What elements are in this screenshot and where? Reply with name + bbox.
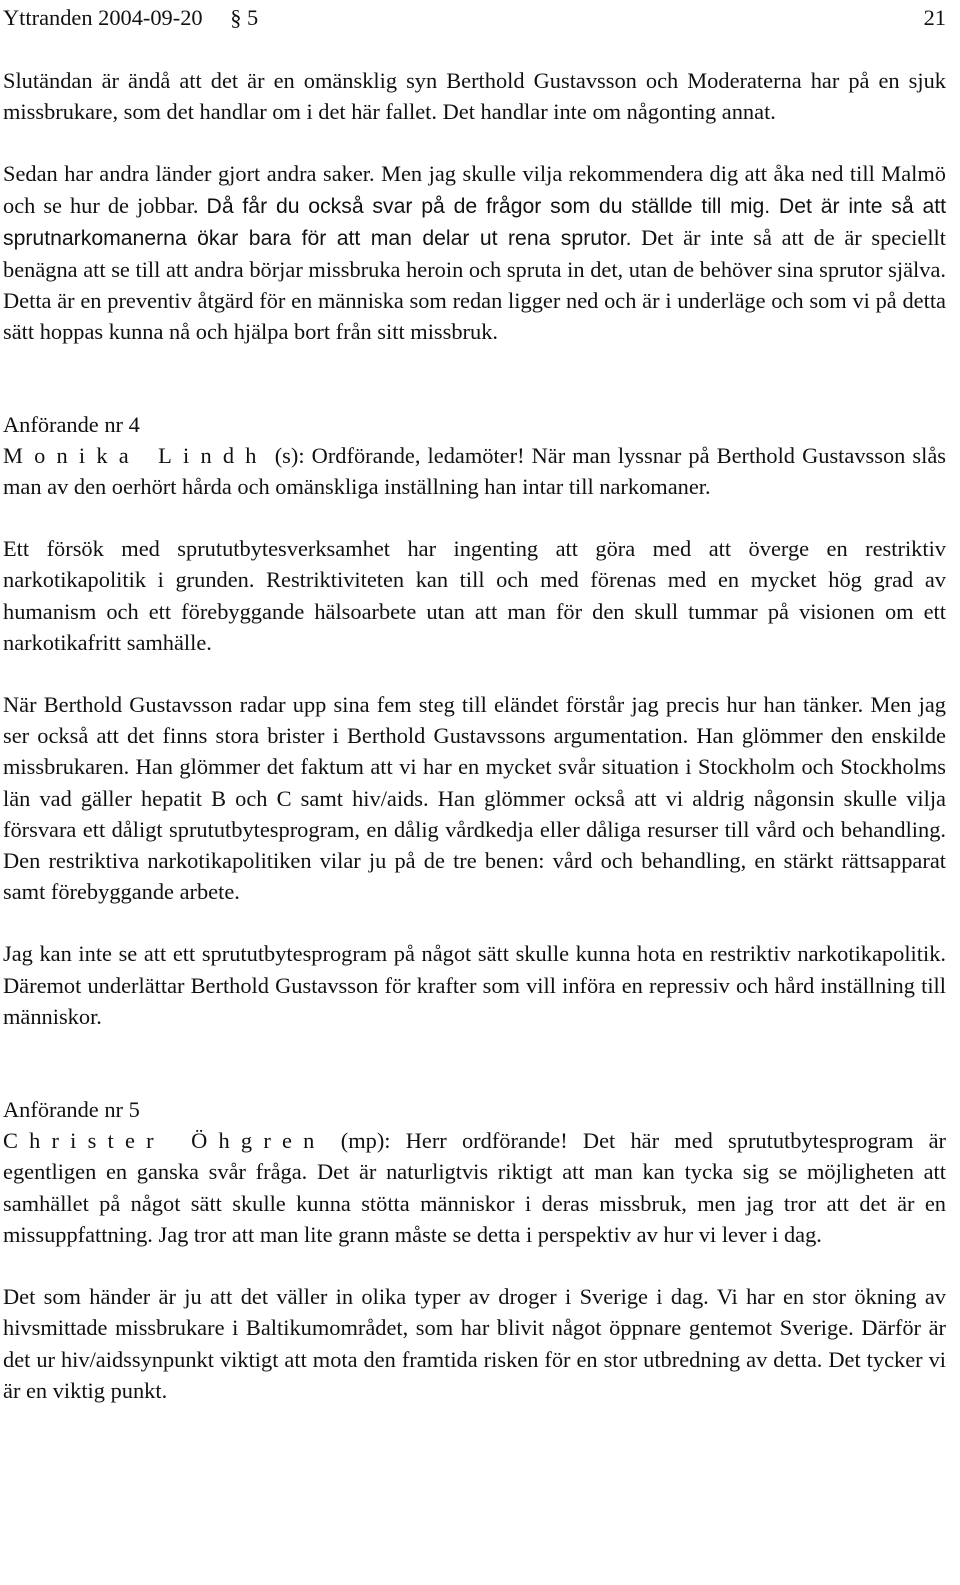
paragraph-text: Då får du också svar på de frågor som du ställde till mig. Det är inte så att sprutnarkomanerna ökar bara för att man delar ut rena sprutor.	[3, 194, 947, 250]
body-paragraph	[3, 533, 946, 658]
header-left	[3, 2, 280, 33]
section-number: § 5	[230, 5, 259, 30]
document-body	[3, 65, 946, 1406]
body-paragraph	[3, 158, 946, 347]
body-paragraph	[3, 938, 946, 1032]
paragraph-text: Det är inte så att de är speciellt benägna att se till att andra börjar missbruka heroin och spruta in det, utan de behöver sina sprutor själva. Detta är en preventiv åtgärd för en människa som redan ligger ned och är i underläge och som vi på detta sätt hoppas kunna nå och hjälpa bort från sitt missbruk.	[3, 224, 946, 345]
paragraph-text: Slutändan är ändå att det är en omänsklig syn Berthold Gustavsson och Moderaterna har på en sjuk missbrukare, som det handlar om i det här fallet. Det handlar inte om någonting annat.	[3, 68, 946, 125]
paragraph-text: (mp): Herr ordförande! Det här med sprututbytesprogram är egentligen en ganska svår fråga. Det är naturligtvis riktigt att man kan tycka sig se möjligheten att samhället på något sätt skulle kunna stötta människor i deras missbruk, men jag tror att det är en missuppfattning. Jag tror att man lite grann måste se detta i perspektiv av hur vi lever i dag.	[3, 1128, 946, 1247]
body-paragraph	[3, 440, 946, 502]
body-paragraph	[3, 1281, 946, 1406]
speaker-name: Monika Lindh	[3, 442, 268, 468]
body-paragraph	[3, 65, 946, 127]
speech-heading: Anförande nr 4	[3, 411, 140, 437]
page-number: 21	[923, 5, 946, 30]
paragraph-text: (s): Ordförande, ledamöter! När man lyssnar på Berthold Gustavsson slås man av den oerhört hårda och omänskliga inställning han intar till narkomaner.	[3, 442, 947, 500]
paragraph-text: Det som händer är ju att det väller in olika typer av droger i Sverige i dag. Vi har en stor ökning av hivsmittade missbrukare i Baltikumområdet, som har blivit något öppnare gentemot Sverige. Därför är det ur hiv/aidssynpunkt viktigt att mota den framtida risken för en stor utbredning av detta. Det tycker vi är en viktig punkt.	[3, 1284, 946, 1403]
paragraph-text: När Berthold Gustavsson radar upp sina fem steg till eländet förstår jag precis hur han tänker. Men jag ser också att det finns stora brister i Berthold Gustavssons argumentation. Han glömmer den enskilde missbrukaren. Han glömmer det faktum att vi har en mycket svår situation i Stockholm och Stockholms län vad gäller hepatit B och C samt hiv/aids. Han glömmer också att vi aldrig någonsin skulle vilja försvara ett dåligt sprututbytesprogram, en dålig vårdkedja eller dåliga resurser till vård och behandling. Den restriktiva narkotikapolitiken vilar ju på de tre benen: vård och behandling, en stärkt rättsapparat samt förebyggande arbete.	[3, 692, 946, 905]
publication-title: Yttranden 2004-09-20	[3, 5, 203, 30]
speech-heading: Anförande nr 5	[3, 1097, 140, 1123]
paragraph-text: Sedan har andra länder gjort andra saker. Men jag skulle vilja rekommendera dig att åka ned till Malmö och se hur de jobbar.	[3, 161, 946, 218]
page-header	[3, 2, 946, 33]
body-paragraph	[3, 1125, 946, 1250]
body-paragraph	[3, 689, 946, 907]
paragraph-text: Ett försök med sprututbytesverksamhet har ingenting att göra med att överge en restriktiv narkotikapolitik i grunden. Restriktiviteten kan till och med förenas med en mycket hög grad av humanism och ett förebyggande hälsoarbete utan att man för den skull tummar på visionen om ett narkotikafritt samhälle.	[3, 536, 946, 655]
paragraph-text: Jag kan inte se att ett sprututbytesprogram på något sätt skulle kunna hota en restriktiv narkotikapolitik. Däremot underlättar Berthold Gustavsson för krafter som vill införa en repressiv och hård inställning till människor.	[3, 941, 946, 1029]
speaker-name: Christer Öhgren	[3, 1128, 326, 1154]
